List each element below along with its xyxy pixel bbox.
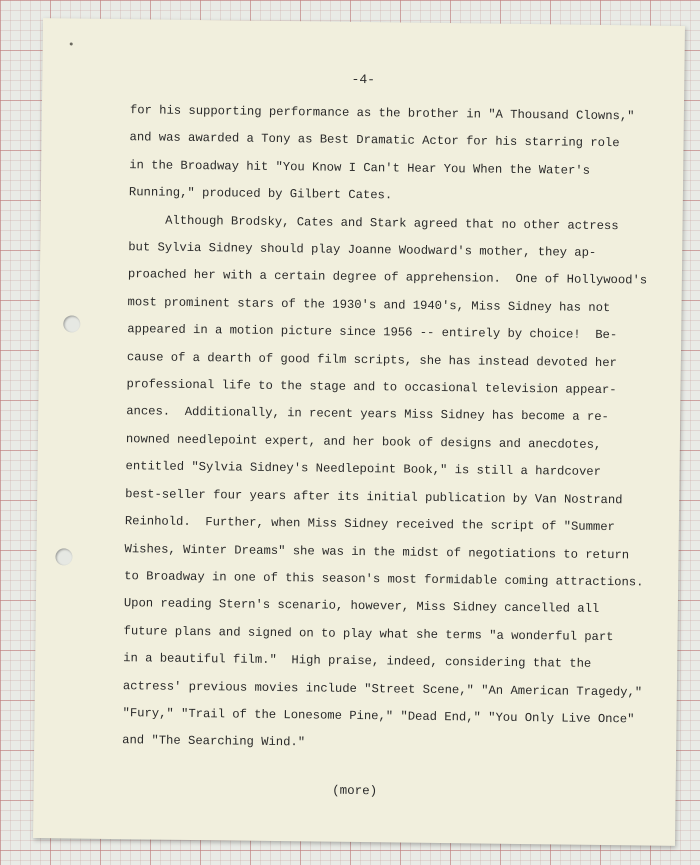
- text-line: cause of a dearth of good film scripts, she has instead devoted her: [126, 349, 617, 370]
- text-line: professional life to the stage and to occasional television appear-: [126, 377, 617, 398]
- text-line: in the Broadway hit "You Know I Can't Hear You When the Water's: [129, 157, 591, 178]
- text-line: and was awarded a Tony as Best Dramatic Actor for his starring role: [129, 130, 620, 151]
- text-line: ances. Additionally, in recent years Miss Sidney has become a re-: [126, 404, 609, 425]
- text-line: Although Brodsky, Cates and Stark agreed that no other actress: [128, 212, 619, 233]
- text-line: proached her with a certain degree of apprehension. One of Hollywood's: [127, 267, 648, 288]
- page-number: -4-: [351, 71, 376, 88]
- text-line: nowned needlepoint expert, and her book of designs and anecdotes,: [125, 432, 602, 452]
- text-line: "Fury," "Trail of the Lonesome Pine," "Dead End," "You Only Live Once": [122, 706, 635, 727]
- text-line: in a beautiful film." High praise, indeed, considering that the: [123, 651, 592, 671]
- text-line: for his supporting performance as the brother in "A Thousand Clowns,": [129, 103, 635, 124]
- body-text: [122, 97, 665, 761]
- text-line: appeared in a motion picture since 1956 -- entirely by choice! Be-: [127, 322, 618, 343]
- text-line: actress' previous movies include "Street Scene," "An American Tragedy,": [122, 678, 643, 700]
- typewritten-page: [33, 18, 685, 846]
- text-line: most prominent stars of the 1930's and 1940's, Miss Sidney has not: [127, 295, 611, 315]
- continuation-marker: (more): [332, 783, 378, 799]
- text-line: to Broadway in one of this season's most formidable coming attractions.: [124, 569, 644, 590]
- punch-hole-bottom: [55, 548, 72, 565]
- ink-speck: [70, 42, 73, 45]
- text-line: entitled "Sylvia Sidney's Needlepoint Book," is still a hardcover: [125, 459, 602, 480]
- text-line: and "The Searching Wind.": [122, 733, 306, 750]
- punch-hole-top: [63, 315, 80, 332]
- text-line: Running," produced by Gilbert Cates.: [128, 185, 393, 203]
- text-line: best-seller four years after its initial publication by Van Nostrand: [125, 486, 623, 507]
- text-line: but Sylvia Sidney should play Joanne Woodward's mother, they ap-: [128, 240, 597, 260]
- text-line: Reinhold. Further, when Miss Sidney received the script of "Summer: [124, 514, 615, 535]
- text-line: future plans and signed on to play what she terms "a wonderful part: [123, 623, 614, 644]
- text-line: Wishes, Winter Dreams" she was in the midst of negotiations to return: [124, 541, 630, 562]
- text-line: Upon reading Stern's scenario, however, Miss Sidney cancelled all: [123, 596, 600, 617]
